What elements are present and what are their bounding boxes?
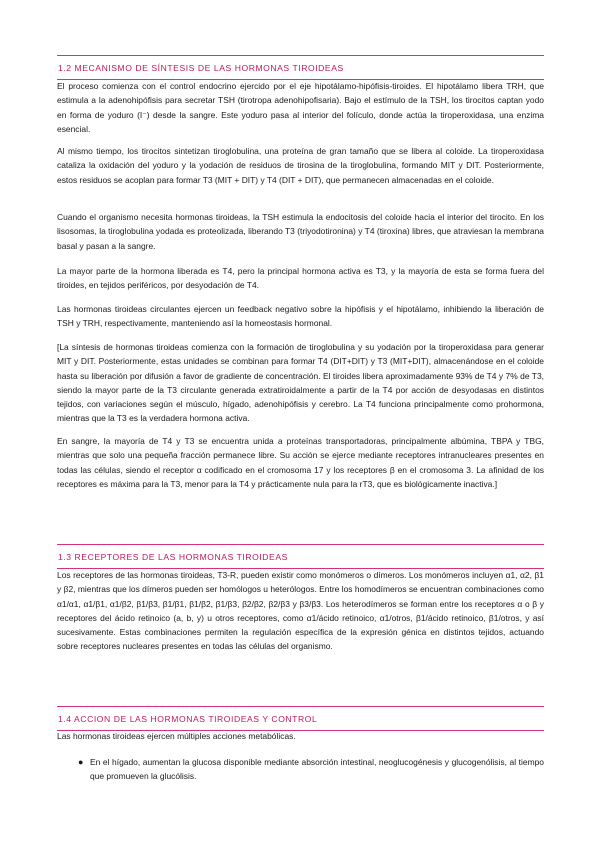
- section-header-1-3: [57, 544, 544, 569]
- section-header-1-2: [57, 55, 544, 80]
- paragraph-resumen-sintesis: [La síntesis de hormonas tiroideas comienza con la formación de tiroglobulina y su yodación por la tiroperoxidasa para generar MIT y DIT. Posteriormente, estas unidades se combinan para formar T4 (DIT+DIT) y T3 (MIT+DIT), almacenándose en el coloide hasta su liberación por difusión a favor de gradiente de concentración. El tiroides libera aproximadamente 93% de T4 y 7% de T3, siendo la mayor parte de la T3 circulante generada extratiroidalmente a partir de la T4 por acción de desyodasas en distintos tejidos, con variaciones según el músculo, hígado, adenohipófisis y cerebro. La T4 funciona principalmente como prohormona, mientras que la T3 es la verdadera hormona activa.: [57, 342, 544, 424]
- section-title-1-4: 1.4 ACCION DE LAS HORMONAS TIROIDEAS Y CONTROL: [58, 714, 318, 724]
- paragraph-feedback: Las hormonas tiroideas circulantes ejercen un feedback negativo sobre la hipófisis y el hipotálamo, inhibiendo la liberación de TSH y TRH, respectivamente, manteniendo así la homeostasis hormonal.: [57, 304, 544, 329]
- bullet-text-higado: En el hígado, aumentan la glucosa disponible mediante absorción intestinal, neoglucogénesis y glucogenólisis, al tiempo que promueven la glucólisis.: [90, 757, 544, 782]
- section-1-4: [57, 706, 544, 731]
- paragraph-receptores: Los receptores de las hormonas tiroideas, T3-R, pueden existir como monómeros o dímeros. Los monómeros incluyen α1, α2, β1 y β2, mientras que los dímeros pueden ser homólogos u heterólogos. Entre los homodímeros se encuentran combinaciones como α1/α1, α1/β1, α1/β2, β1/β3, β1/β1, β1/β2, β1/β3, β2/β2, β2/β3 y β3/β3. Los heterodímeros se forman entre los receptores α o β y receptores del ácido retinoico (a, b, y) u otros receptores, como α1/ácido retinoico, α1/otros, β1/ácido retinoico, β1/otros, y así sucesivamente. Estas combinaciones permiten la regulación específica de la expresión génica en distintos tejidos, actuando sobre receptores nucleares presentes en todas las células del organismo.: [57, 570, 544, 652]
- paragraph-transporte-sangre: En sangre, la mayoría de T4 y T3 se encuentra unida a proteínas transportadoras, principalmente albúmina, TBPA y TBG, mientras que solo una pequeña fracción permanece libre. Su acción se ejerce mediante receptores intranucleares presentes en todas las células, siendo el receptor α codificado en el cromosoma 17 y los receptores β en el cromosoma 3. La afinidad de los receptores es máxima para la T3, menor para la T4 y prácticamente nula para la rT3, que es biológicamente inactiva.]: [57, 436, 544, 489]
- bullet-icon: ●: [78, 757, 84, 767]
- section-1-2: [57, 55, 544, 80]
- paragraph-acciones-intro: Las hormonas tiroideas ejercen múltiples acciones metabólicas.: [57, 731, 296, 741]
- paragraph-t4-t3: La mayor parte de la hormona liberada es T4, pero la principal hormona activa es T3, y la mayoría de esta se forma fuera del tiroides, en tejidos periféricos, por desyodación de T4.: [57, 266, 544, 291]
- section-title-1-2: 1.2 MECANISMO DE SÍNTESIS DE LAS HORMONAS TIROIDEAS: [58, 63, 344, 73]
- paragraph-control-endocrino: El proceso comienza con el control endocrino ejercido por el eje hipotálamo-hipófisis-tiroides. El hipotálamo libera TRH, que estimula a la adenohipófisis para secretar TSH (tirotropa adenohipofisaria). Bajo el estímulo de la TSH, los tirocitos captan yodo en forma de yoduro (I⁻) desde la sangre. Este yoduro pasa al interior del folículo, donde actúa la tiroperoxidasa, una enzima esencial.: [57, 81, 544, 134]
- section-title-1-3: 1.3 RECEPTORES DE LAS HORMONAS TIROIDEAS: [58, 552, 288, 562]
- section-1-3: [57, 544, 544, 569]
- paragraph-tiroglobulina: Al mismo tiempo, los tirocitos sintetizan tiroglobulina, una proteína de gran tamaño que se libera al coloide. La tiroperoxidasa cataliza la oxidación del yoduro y la yodación de residuos de tirosina de la tiroglobulina, formando MIT y DIT. Posteriormente, estos residuos se acoplan para formar T3 (MIT + DIT) y T4 (DIT + DIT), que permanecen almacenadas en el coloide.: [57, 146, 544, 185]
- paragraph-endocitosis: Cuando el organismo necesita hormonas tiroideas, la TSH estimula la endocitosis del coloide hacia el interior del tirocito. En los lisosomas, la tiroglobulina yodada es proteolizada, liberando T3 (triyodotironina) y T4 (tiroxina) libres, que atraviesan la membrana basal y pasan a la sangre.: [57, 212, 544, 251]
- section-header-1-4: [57, 706, 544, 731]
